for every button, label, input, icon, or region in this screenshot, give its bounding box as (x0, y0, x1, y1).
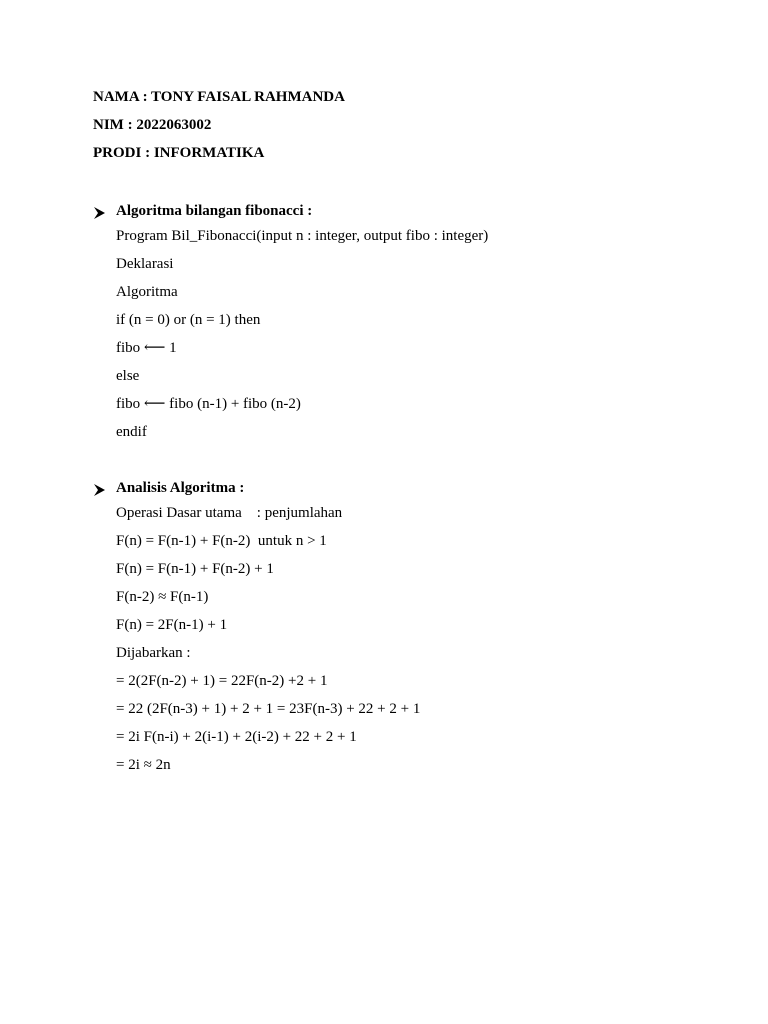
code-line: else (116, 368, 140, 384)
analysis-lines (93, 502, 733, 782)
analysis-line: F(n) = F(n-1) + F(n-2) + 1 (116, 561, 274, 577)
student-info (93, 86, 713, 170)
code-line: Deklarasi (116, 256, 174, 272)
analysis-line: = 2i F(n-i) + 2(i-1) + 2(i-2) + 22 + 2 + 1 (116, 729, 357, 745)
code-line: Program Bil_Fibonacci(input n : integer, output fibo : integer) (116, 228, 489, 244)
section-heading (93, 474, 733, 502)
analysis-line: = 22 (2F(n-3) + 1) + 2 + 1 = 23F(n-3) + 22 + 2 + 1 (116, 701, 421, 717)
section-analisis (93, 474, 733, 782)
student-name: NAMA : TONY FAISAL RAHMANDA (93, 89, 345, 105)
code-line: if (n = 0) or (n = 1) then (116, 312, 261, 328)
analysis-line: = 2i ≈ 2n (116, 757, 171, 773)
analysis-line: Operasi Dasar utama : penjumlahan (116, 505, 343, 521)
analysis-line: F(n) = 2F(n-1) + 1 (116, 617, 228, 633)
code-line: fibo ⟵ 1 (116, 340, 177, 356)
section-heading (93, 197, 733, 225)
arrowhead-bullet-icon (93, 479, 116, 497)
analysis-line: F(n) = F(n-1) + F(n-2) untuk n > 1 (116, 533, 327, 549)
code-line: fibo ⟵ fibo (n-1) + fibo (n-2) (116, 396, 301, 412)
analysis-line: F(n-2) ≈ F(n-1) (116, 589, 209, 605)
code-line: endif (116, 424, 147, 440)
code-line: Algoritma (116, 284, 178, 300)
student-nim: NIM : 2022063002 (93, 117, 212, 133)
section-heading-text: Analisis Algoritma : (116, 480, 245, 496)
section-heading-text: Algoritma bilangan fibonacci : (116, 203, 313, 219)
algorithm-code (93, 225, 733, 449)
section-algoritma (93, 197, 733, 449)
arrowhead-bullet-icon (93, 202, 116, 220)
analysis-line: Dijabarkan : (116, 645, 191, 661)
analysis-line: = 2(2F(n-2) + 1) = 22F(n-2) +2 + 1 (116, 673, 328, 689)
student-prodi: PRODI : INFORMATIKA (93, 145, 265, 161)
